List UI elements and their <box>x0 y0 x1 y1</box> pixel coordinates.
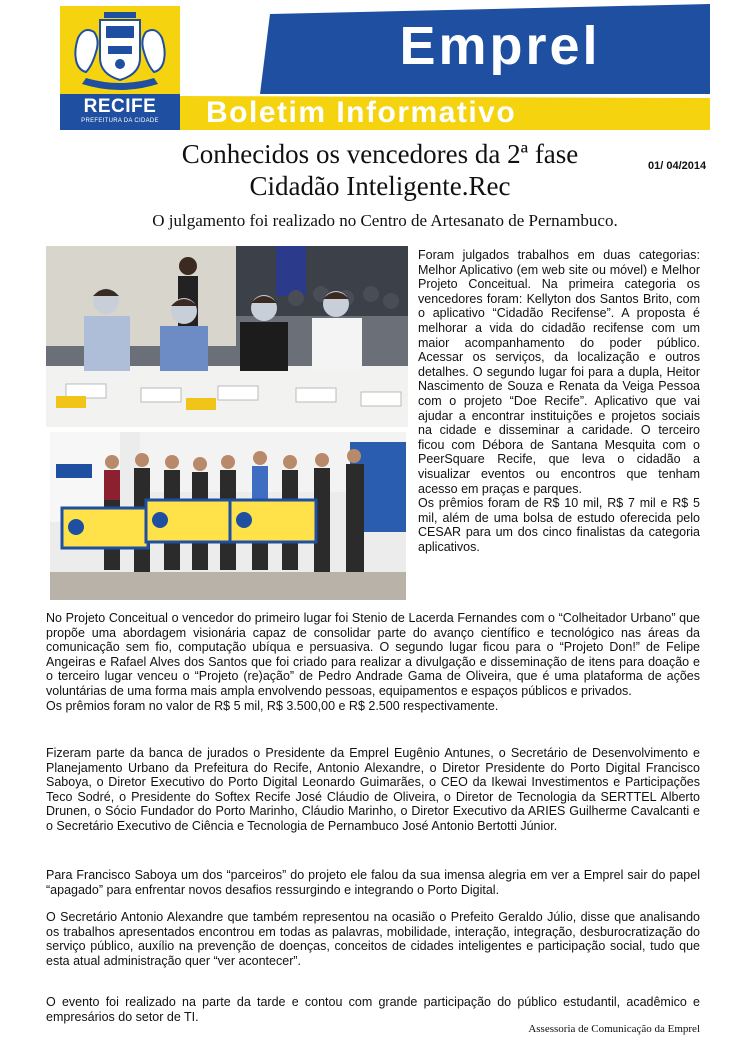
paragraph-1: No Projeto Conceitual o vencedor do primeiro lugar foi Stenio de Lacerda Fernandes com o “Colheitador Urbano” que propõe uma abordagem visionária capaz de consolidar parte do avanço científico e tecnológico nas áreas da comunicação sem fio, computação ubíqua e persuasiva. O segundo lugar ficou para o “Projeto Don!” de Felipe Angeiras e Rafael Alves dos Santos que foi criado para realizar a divulgação e disseminação de itens para doação e o terceiro lugar venceu o “Projeto (re)ação” de Pedro Andrade Gama de Oliveira, que é uma plataforma de ações voluntárias de uma forma mais ampla envolvendo pessoas, equipamentos e espaços públicos e privados. <box>46 611 700 698</box>
logo-subtitle: PREFEITURA DA CIDADE <box>81 118 159 124</box>
recife-name-bar <box>60 94 180 130</box>
article-subtitle: O julgamento foi realizado no Centro de Artesanato de Pernambuco. <box>152 211 618 230</box>
column-text <box>418 248 700 554</box>
event-paragraph: O evento foi realizado na parte da tarde e contou com grande participação do público estudantil, acadêmico e empresários do setor de TI. <box>46 995 700 1024</box>
publication-date: 01/ 04/2014 <box>648 160 707 172</box>
headline-line-2: Cidadão Inteligente.Rec <box>249 171 511 201</box>
winners-image <box>50 432 406 600</box>
headline-line-1: Conhecidos os vencedores da 2ª fase <box>181 139 579 169</box>
brand-title: Emprel <box>399 16 601 76</box>
paragraph-1-prizes: Os prêmios foram no valor de R$ 5 mil, R$ 3.500,00 e R$ 2.500 respectivamente. <box>46 698 499 713</box>
jury-panel-image <box>46 246 408 427</box>
logo-name: RECIFE <box>83 96 157 117</box>
secretary-paragraph: O Secretário Antonio Alexandre que também representou na ocasião o Prefeito Geraldo Júlio, disse que analisando os trabalhos apresentados encontrou em todas as palavras, mobilidade, interação, integração, desburocratização do serviço público, auxílio na prevenção de doenças, conceitos de cidades inteligentes e participação social, tudo que esta atual administração quer “ver acontecer”. <box>46 910 700 968</box>
city-crest-icon <box>64 8 176 94</box>
saboya-paragraph: Para Francisco Saboya um dos “parceiros” do projeto ele falou da sua imensa alegria em ver a Emprel sair do papel “apagado” para enfrentar novos desafios ressurgindo e integrando o Porto Digital. <box>46 868 700 897</box>
jury-paragraph: Fizeram parte da banca de jurados o Presidente da Emprel Eugênio Antunes, o Secretário de Desenvolvimento e Planejamento Urbano da Prefeitura do Recife, Antonio Alexandre, o Diretor Presidente do Porto Digital Francisco Saboya, o Diretor Executivo do Porto Digital Leonardo Guimarães, o CEO da Ikewai Investimentos e Participações Teco Sodré, o Presidente do Softex Recife José Cláudio de Oliveira, o Diretor de Tecnologia da SERTTEL Alberto Drunen, o Sócio Fundador do Porto Marinho, Cláudio Marinho, o Diretor Executivo da ARIES Guilherme Cavalcanti e o Secretário Executivo de Ciência e Tecnologia de Pernambuco José Antonio Bertotti Júnior. <box>46 746 700 833</box>
recife-logo <box>60 6 180 130</box>
conceptual-project-paragraph <box>46 611 700 713</box>
winners-photo <box>50 432 406 600</box>
column-prizes: Os prêmios foram de R$ 10 mil, R$ 7 mil e R$ 5 mil, além de uma bolsa de estudo oferecida pelo CESAR para um dos cinco finalistas da categoria aplicativos. <box>418 496 700 554</box>
article-headline <box>120 138 640 202</box>
signature: Assessoria de Comunicação da Emprel <box>528 1023 700 1035</box>
column-paragraph: Foram julgados trabalhos em duas categorias: Melhor Aplicativo (em web site ou móvel) e Melhor Projeto Conceitual. Na primeira categoria os vencedores foram: Kellyton dos Santos Brito, com o aplicativo “Cidadão Recifense”. A proposta é melhorar a vida do cidadão recifense com um maior acompanhamento do poder público. Acessar os serviços, da localização e outros detalhes. O segundo lugar foi para a dupla, Heitor Nascimento de Souza e Renata da Veiga Pessoa com o projeto “Doe Recife”. Aplicativo que vai ajudar a encontrar instituições e projetos sociais na cidade e disseminar a caridade. O terceiro ficou com Débora de Santana Mesquita com o PeerSquare Recife, que leva o cidadão a visualizar eventos ou encontros que tenham acesso em praças e parques. <box>418 248 700 496</box>
jury-panel-photo <box>46 246 408 427</box>
banner-title: Boletim Informativo <box>206 96 517 129</box>
